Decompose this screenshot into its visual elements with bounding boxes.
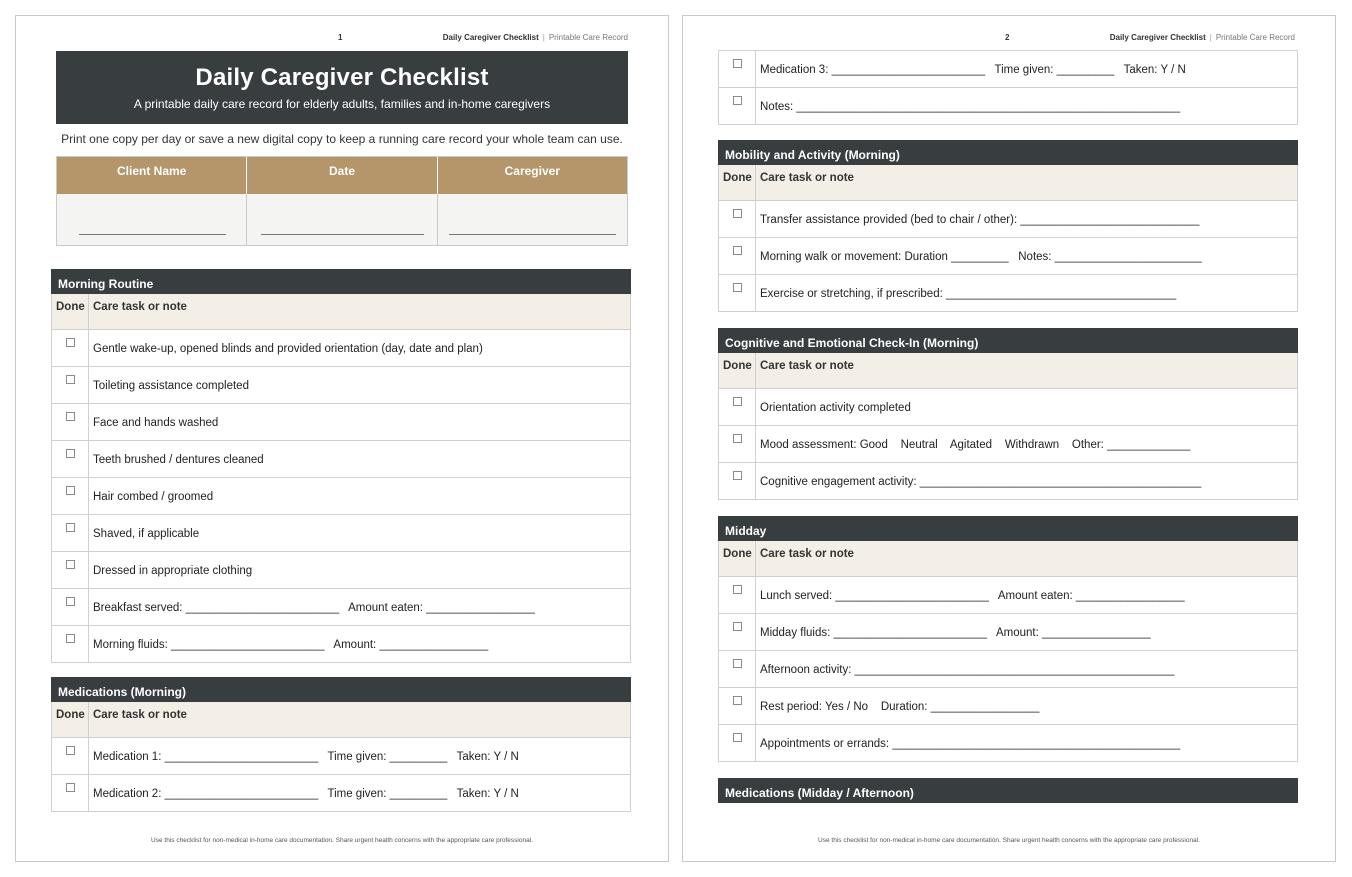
task-column-label: Care task or note [760,172,854,184]
checklist-row [51,367,631,404]
client-info-table [56,156,628,246]
done-column-label: Done [719,541,756,576]
done-column-label: Done [719,353,756,388]
checklist-row [51,441,631,478]
task-text: Afternoon activity: __________________________________________________ [760,664,1175,676]
checkbox[interactable] [733,246,742,255]
page-2 [682,15,1336,862]
checkbox[interactable] [66,338,75,347]
header-title: Daily Caregiver Checklist [442,33,539,42]
task-text: Hair combed / groomed [93,491,214,503]
checklist-row [718,577,1298,614]
checkbox[interactable] [733,585,742,594]
checkbox[interactable] [733,696,742,705]
checklist-row [51,404,631,441]
checklist-row [51,515,631,552]
task-text: Lunch served: ________________________ Amount eaten: _________________ [760,590,1185,602]
header-subtitle: Printable Care Record [1215,33,1295,42]
task-text: Orientation activity completed [760,402,911,414]
section-cognitive [718,328,1298,500]
column-header [718,165,1298,201]
task-column-label: Care task or note [760,360,854,372]
date-field[interactable] [247,194,437,245]
section-medications-morning [51,677,631,812]
task-text: Medication 1: ________________________ Time given: _________ Taken: Y / N [93,751,519,763]
task-text: Transfer assistance provided (bed to chair / other): ____________________________ [760,214,1200,226]
checkbox[interactable] [733,209,742,218]
title-banner [56,51,628,124]
done-column-label: Done [52,294,89,329]
task-text: Breakfast served: ________________________ Amount eaten: _________________ [93,602,535,614]
checklist-row [51,626,631,663]
client-name-header: Client Name [57,157,247,194]
task-text: Midday fluids: ________________________ Amount: _________________ [760,627,1151,639]
task-text: Face and hands washed [93,417,219,429]
task-text: Medication 3: ________________________ Time given: _________ Taken: Y / N [760,64,1186,76]
column-header [51,294,631,330]
checklist-row [718,614,1298,651]
checkbox[interactable] [66,634,75,643]
section-midday [718,516,1298,762]
checkbox[interactable] [66,597,75,606]
checkbox[interactable] [66,523,75,532]
task-text: Dressed in appropriate clothing [93,565,253,577]
task-text: Toileting assistance completed [93,380,249,392]
task-text: Appointments or errands: _____________________________________________ [760,738,1181,750]
caregiver-line [449,234,616,235]
checkbox[interactable] [66,486,75,495]
checkbox[interactable] [66,449,75,458]
column-header [51,702,631,738]
section-title: Medications (Midday / Afternoon) [718,778,1298,803]
task-text: Morning fluids: ________________________ Amount: _________________ [93,639,489,651]
checklist-row [718,389,1298,426]
section-medications-morning-continued [718,50,1298,125]
checkbox[interactable] [733,471,742,480]
section-title: Morning Routine [51,269,631,294]
page-footer: Use this checklist for non-medical in-home care documentation. Share urgent health concerns with the appropriate care professional. [818,837,1200,844]
header-separator: | [542,33,545,42]
task-text: Shaved, if applicable [93,528,200,540]
task-column-label: Care task or note [760,548,854,560]
checklist-row [718,238,1298,275]
task-column-label: Care task or note [93,709,187,721]
checkbox[interactable] [733,434,742,443]
task-text: Teeth brushed / dentures cleaned [93,454,264,466]
page-footer: Use this checklist for non-medical in-home care documentation. Share urgent health concerns with the appropriate care professional. [151,837,533,844]
document-title: Daily Caregiver Checklist [195,64,489,91]
date-line [261,234,423,235]
running-header [1110,33,1295,42]
section-title: Midday [718,516,1298,541]
intro-text: Print one copy per day or save a new digital copy to keep a running care record your whole team can use. [61,132,623,146]
checklist-row [51,330,631,367]
task-text: Medication 2: ________________________ Time given: _________ Taken: Y / N [93,788,519,800]
section-title: Medications (Morning) [51,677,631,702]
page-number: 2 [1005,33,1010,42]
caregiver-field[interactable] [438,194,627,245]
checklist-row [718,88,1298,125]
checklist-row [51,478,631,515]
caregiver-header: Caregiver [504,164,560,178]
header-title: Daily Caregiver Checklist [1109,33,1206,42]
client-name-field[interactable] [57,194,247,245]
section-title: Cognitive and Emotional Check-In (Morning) [718,328,1298,353]
checklist-row [718,426,1298,463]
header-subtitle: Printable Care Record [548,33,628,42]
column-header [718,353,1298,389]
checkbox[interactable] [66,412,75,421]
page-1 [15,15,669,862]
task-column-label: Care task or note [93,301,187,313]
checklist-row [718,651,1298,688]
checkbox[interactable] [733,397,742,406]
date-header: Date [247,157,437,194]
checklist-row [718,688,1298,725]
task-text: Cognitive engagement activity: ____________________________________________ [760,476,1202,488]
checkbox[interactable] [66,375,75,384]
header-separator: | [1209,33,1212,42]
checkbox[interactable] [733,283,742,292]
checkbox[interactable] [66,783,75,792]
section-mobility [718,140,1298,312]
checkbox[interactable] [733,659,742,668]
task-text: Exercise or stretching, if prescribed: ____________________________________ [760,288,1177,300]
checklist-row [718,725,1298,762]
task-text: Gentle wake-up, opened blinds and provided orientation (day, date and plan) [93,343,483,355]
done-column-label: Done [719,165,756,200]
section-title: Mobility and Activity (Morning) [718,140,1298,165]
document-subtitle: A printable daily care record for elderly adults, families and in-home caregivers [133,97,551,111]
task-text: Notes: ____________________________________________________________ [760,101,1181,113]
checkbox[interactable] [66,746,75,755]
checkbox[interactable] [733,59,742,68]
task-text: Rest period: Yes / No Duration: _________________ [760,701,1040,713]
task-text: Morning walk or movement: Duration _________ Notes: _______________________ [760,251,1202,263]
done-column-label: Done [52,702,89,737]
task-text: Mood assessment: Good Neutral Agitated Withdrawn Other: _____________ [760,439,1191,451]
checklist-row [718,201,1298,238]
checklist-row [51,552,631,589]
section-medications-midday [718,778,1298,803]
checkbox[interactable] [66,560,75,569]
checklist-row [51,775,631,812]
checklist-row [718,51,1298,88]
checkbox[interactable] [733,733,742,742]
page-number: 1 [338,33,343,42]
checklist-row [51,589,631,626]
checklist-row [718,275,1298,312]
section-morning-routine [51,269,631,663]
checkbox[interactable] [733,622,742,631]
checkbox[interactable] [733,96,742,105]
column-header [718,541,1298,577]
checklist-row [718,463,1298,500]
running-header [443,33,628,42]
checklist-row [51,738,631,775]
client-name-line [79,234,226,235]
